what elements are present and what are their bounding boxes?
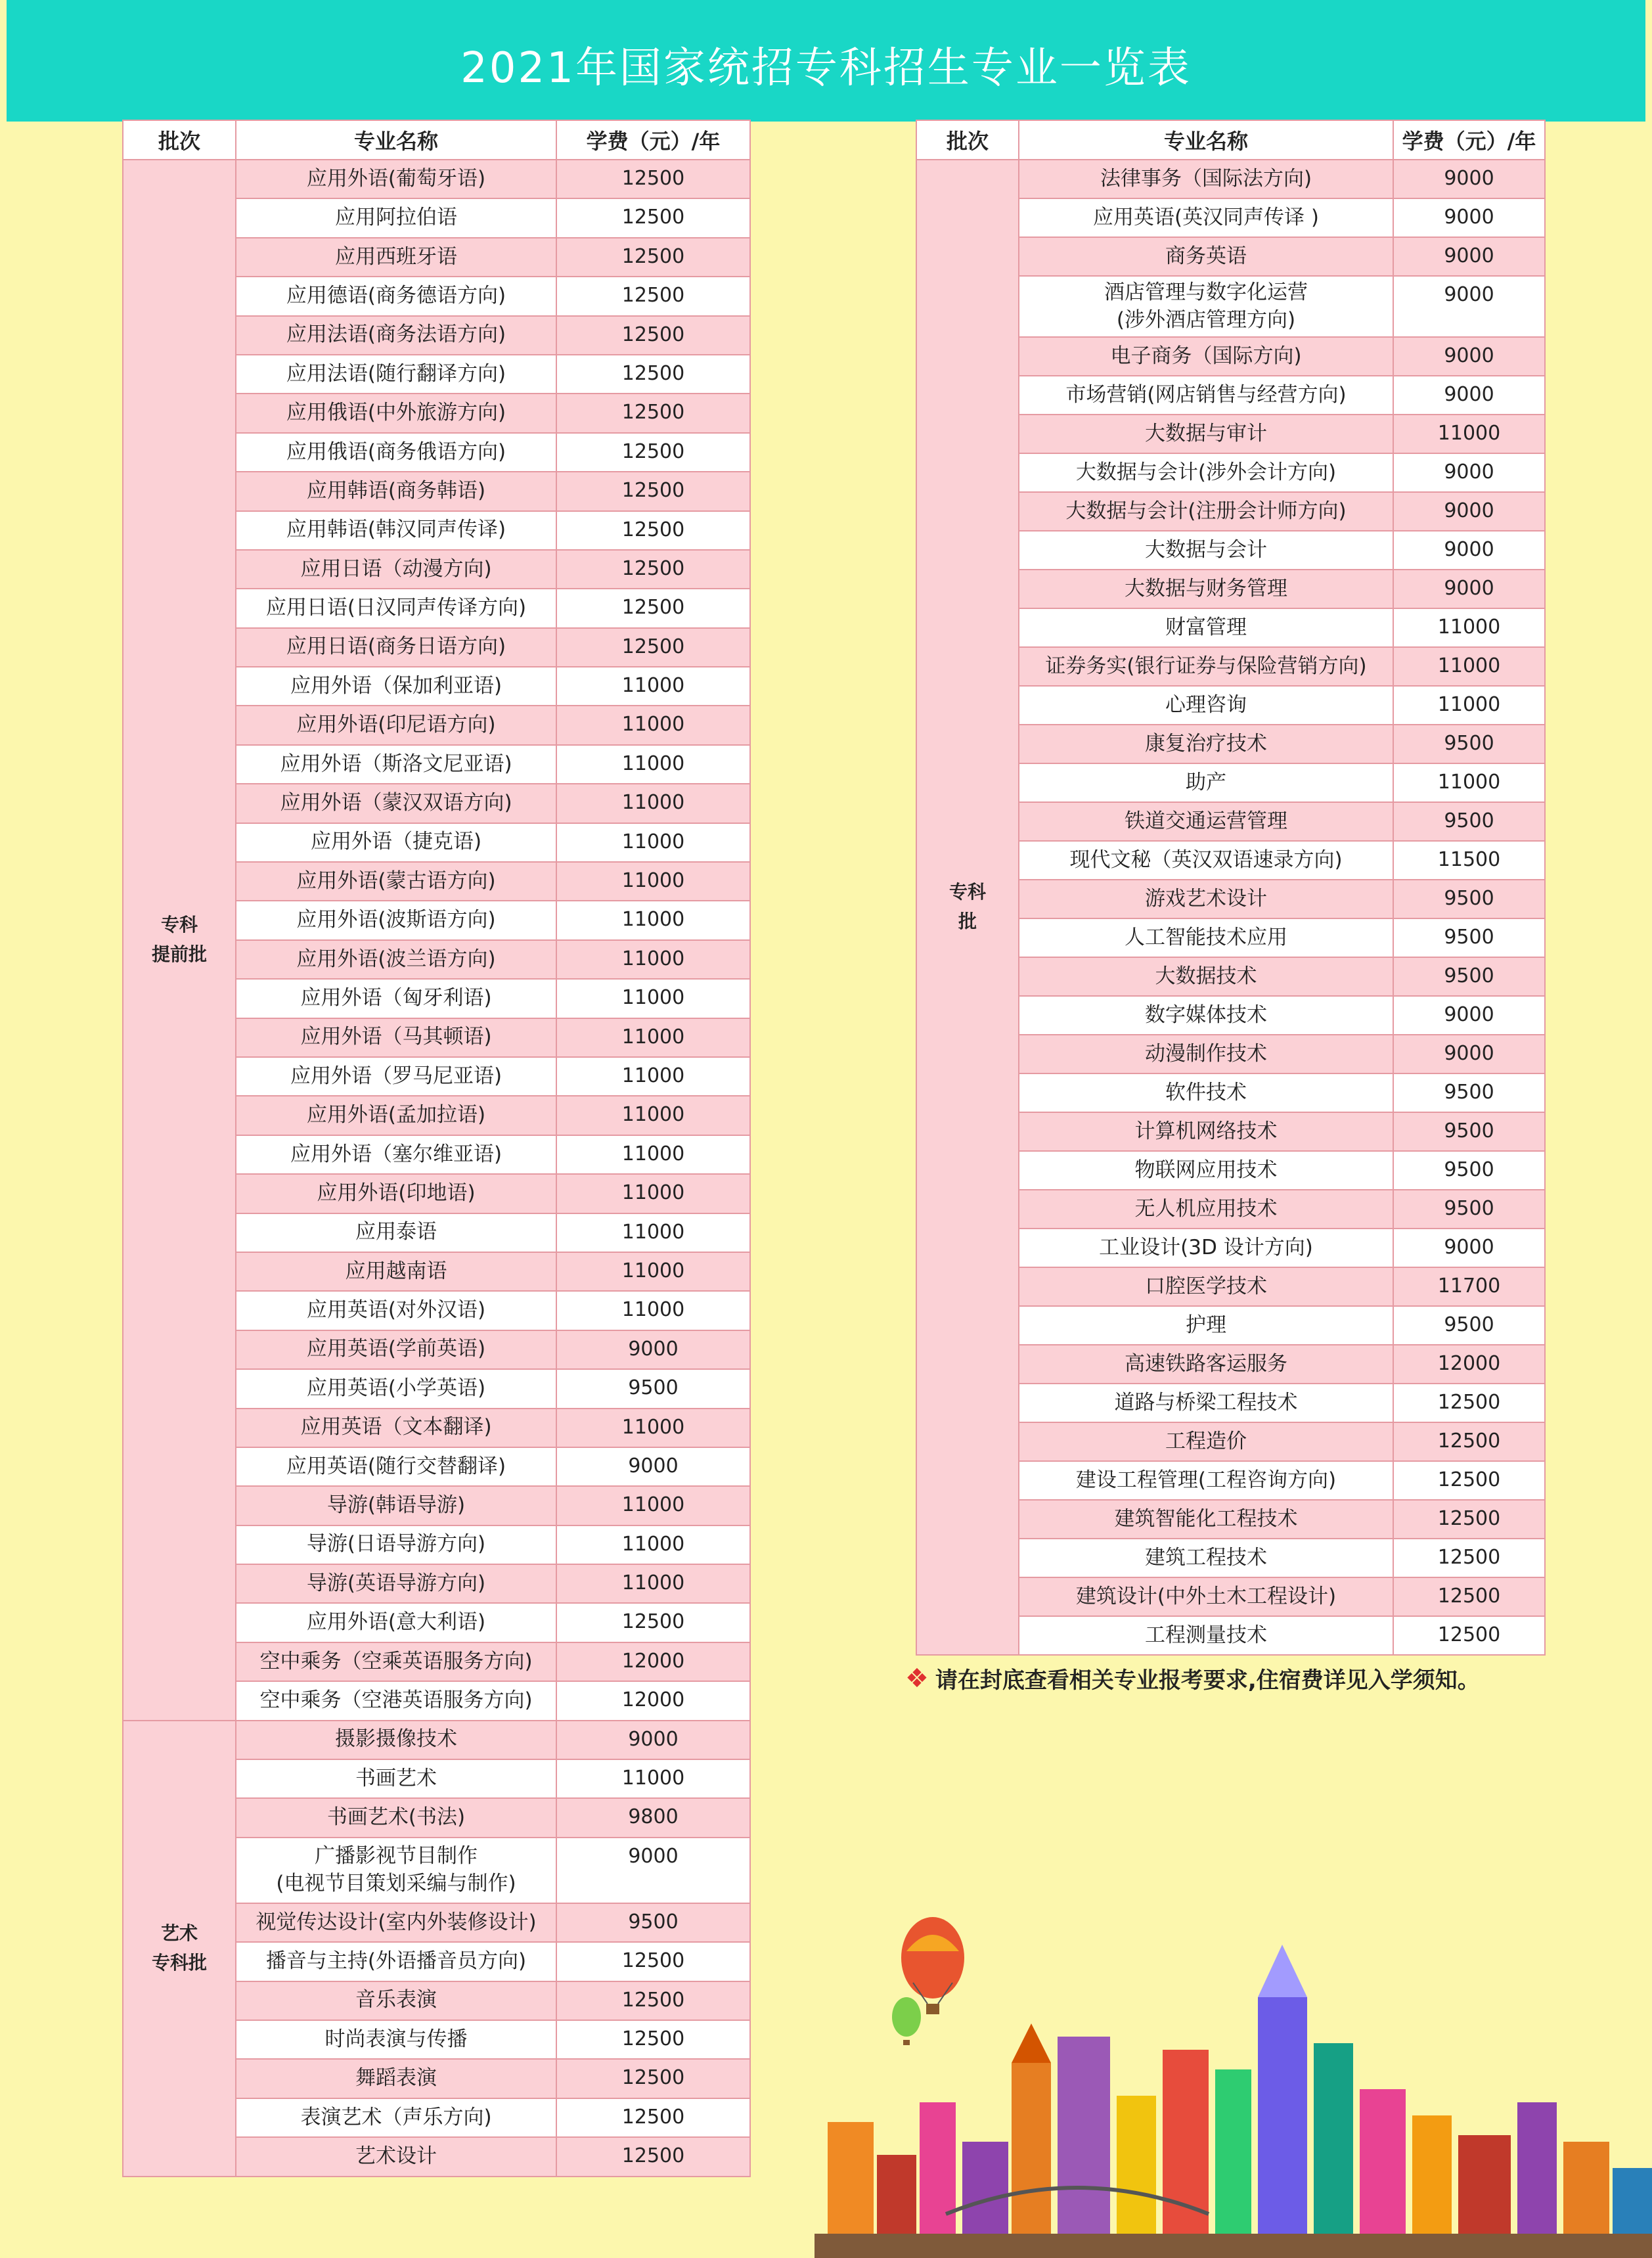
major-name-cell: 应用英语(小学英语) (236, 1369, 556, 1408)
major-name-cell: 大数据与审计 (1019, 415, 1393, 453)
tuition-cell: 11000 (556, 1174, 750, 1213)
major-name-cell: 应用外语（捷克语) (236, 823, 556, 862)
major-name-cell: 应用英语(学前英语) (236, 1330, 556, 1369)
tuition-cell: 9500 (1393, 1190, 1545, 1229)
tuition-cell: 11000 (556, 1252, 750, 1291)
major-name-cell: 应用韩语(韩汉同声传译) (236, 511, 556, 550)
major-name-cell: 现代文秘（英汉双语速录方向) (1019, 841, 1393, 880)
tuition-cell: 9000 (556, 1447, 750, 1486)
tuition-cell: 9500 (556, 1903, 750, 1942)
major-name-cell: 空中乘务（空乘英语服务方向) (236, 1642, 556, 1681)
tuition-cell: 9000 (1393, 337, 1545, 376)
major-name-cell: 表演艺术（声乐方向) (236, 2098, 556, 2137)
major-name-cell: 建筑智能化工程技术 (1019, 1500, 1393, 1539)
tuition-cell: 12500 (556, 238, 750, 277)
tuition-cell: 11000 (556, 1564, 750, 1603)
title-banner (7, 0, 1645, 122)
left-major-table (122, 120, 751, 2177)
tuition-cell: 9000 (1393, 160, 1545, 198)
major-name-cell: 音乐表演 (236, 1981, 556, 2020)
small-balloon-icon (892, 1997, 921, 2045)
major-name-cell: 导游(日语导游方向) (236, 1525, 556, 1564)
major-name-cell: 应用泰语 (236, 1213, 556, 1252)
major-name-cell: 无人机应用技术 (1019, 1190, 1393, 1229)
major-name-cell: 应用俄语(中外旅游方向) (236, 394, 556, 432)
major-name-cell: 计算机网络技术 (1019, 1112, 1393, 1151)
tuition-cell: 9000 (1393, 492, 1545, 531)
major-name-cell: 应用外语（匈牙利语) (236, 979, 556, 1018)
table-row (123, 160, 750, 198)
header-batch: 批次 (916, 120, 1019, 160)
tuition-cell: 11000 (556, 1135, 750, 1174)
major-name-cell: 应用阿拉伯语 (236, 198, 556, 237)
tuition-cell: 11000 (556, 706, 750, 744)
major-name-cell: 工程造价 (1019, 1422, 1393, 1461)
major-name-cell: 法律事务（国际法方向) (1019, 160, 1393, 198)
major-name-cell: 应用德语(商务德语方向) (236, 277, 556, 315)
batch-cell: 专科 提前批 (123, 160, 236, 1721)
tuition-cell: 12500 (1393, 1422, 1545, 1461)
tuition-cell: 11000 (1393, 608, 1545, 647)
major-name-cell: 证券务实(银行证券与保险营销方向) (1019, 647, 1393, 686)
tuition-cell: 11000 (556, 745, 750, 784)
tuition-cell: 9000 (1393, 531, 1545, 570)
tuition-cell: 11000 (556, 1486, 750, 1525)
header-major-name: 专业名称 (236, 120, 556, 160)
tuition-cell: 11000 (556, 667, 750, 706)
tuition-cell: 12500 (556, 1981, 750, 2020)
major-name-cell: 舞蹈表演 (236, 2059, 556, 2098)
tuition-cell: 12500 (556, 198, 750, 237)
tuition-cell: 11000 (1393, 647, 1545, 686)
tuition-cell: 12500 (556, 628, 750, 667)
major-name-cell: 书画艺术(书法) (236, 1798, 556, 1837)
major-name-cell: 大数据与财务管理 (1019, 570, 1393, 608)
tuition-cell: 9000 (556, 1330, 750, 1369)
tuition-cell: 9500 (1393, 1306, 1545, 1345)
tuition-cell: 11000 (556, 1213, 750, 1252)
major-name-cell: 应用法语(随行翻译方向) (236, 355, 556, 394)
tuition-cell: 12500 (556, 316, 750, 355)
major-name-cell: 应用西班牙语 (236, 238, 556, 277)
major-name-cell: 应用英语(随行交替翻译) (236, 1447, 556, 1486)
tuition-cell: 12500 (556, 1603, 750, 1642)
major-name-cell: 护理 (1019, 1306, 1393, 1345)
major-name-cell: 电子商务（国际方向) (1019, 337, 1393, 376)
major-name-cell: 应用外语（蒙汉双语方向) (236, 784, 556, 823)
tuition-cell: 12500 (556, 550, 750, 589)
major-name-cell: 应用法语(商务法语方向) (236, 316, 556, 355)
tuition-cell: 9000 (1393, 453, 1545, 492)
major-name-cell: 摄影摄像技术 (236, 1721, 556, 1759)
tuition-cell: 12000 (556, 1681, 750, 1720)
tuition-cell: 11000 (556, 1057, 750, 1096)
tuition-cell: 9000 (1393, 237, 1545, 276)
major-name-cell: 应用韩语(商务韩语) (236, 472, 556, 510)
tuition-cell: 9500 (556, 1369, 750, 1408)
header-tuition: 学费（元）/年 (556, 120, 750, 160)
tuition-cell: 12500 (556, 277, 750, 315)
tuition-cell: 12500 (1393, 1461, 1545, 1500)
major-name-cell: 艺术设计 (236, 2137, 556, 2176)
major-name-cell: 建筑设计(中外土木工程设计) (1019, 1577, 1393, 1616)
major-name-cell: 数字媒体技术 (1019, 996, 1393, 1035)
table-row (916, 160, 1545, 198)
major-name-cell: 视觉传达设计(室内外装修设计) (236, 1903, 556, 1942)
major-name-cell: 应用日语(日汉同声传译方向) (236, 589, 556, 627)
major-name-cell: 铁道交通运营管理 (1019, 802, 1393, 841)
tuition-cell: 9500 (1393, 957, 1545, 996)
major-name-cell: 应用日语(商务日语方向) (236, 628, 556, 667)
major-name-cell: 市场营销(网店销售与经营方向) (1019, 376, 1393, 415)
major-name-cell: 应用英语(对外汉语) (236, 1291, 556, 1330)
tuition-cell: 11500 (1393, 841, 1545, 880)
tuition-cell: 12500 (556, 2137, 750, 2176)
major-name-cell: 酒店管理与数字化运营 (涉外酒店管理方向) (1019, 276, 1393, 337)
header-major-name: 专业名称 (1019, 120, 1393, 160)
major-name-cell: 道路与桥梁工程技术 (1019, 1384, 1393, 1422)
tuition-cell: 9500 (1393, 1073, 1545, 1112)
major-name-cell: 应用外语（马其顿语) (236, 1018, 556, 1057)
tuition-cell: 12500 (1393, 1616, 1545, 1655)
diamond-bullet-icon: ❖ (905, 1663, 929, 1694)
header-batch: 批次 (123, 120, 236, 160)
tuition-cell: 9000 (1393, 376, 1545, 415)
tuition-cell: 11000 (556, 862, 750, 901)
tuition-cell: 9000 (1393, 570, 1545, 608)
major-name-cell: 大数据与会计(注册会计师方向) (1019, 492, 1393, 531)
tuition-cell: 11000 (1393, 763, 1545, 802)
table-row (123, 1721, 750, 1759)
batch-cell: 艺术 专科批 (123, 1721, 236, 2177)
major-name-cell: 时尚表演与传播 (236, 2020, 556, 2059)
major-name-cell: 游戏艺术设计 (1019, 880, 1393, 918)
major-name-cell: 广播影视节目制作 (电视节目策划采编与制作) (236, 1838, 556, 1903)
tuition-cell: 11000 (556, 1525, 750, 1564)
major-name-cell: 应用外语（罗马尼亚语) (236, 1057, 556, 1096)
tuition-cell: 12500 (556, 433, 750, 472)
tuition-cell: 12500 (1393, 1384, 1545, 1422)
batch-cell: 专科 批 (916, 160, 1019, 1655)
major-name-cell: 大数据与会计 (1019, 531, 1393, 570)
tuition-cell: 11000 (556, 1096, 750, 1135)
major-name-cell: 建筑工程技术 (1019, 1539, 1393, 1577)
tuition-cell: 12500 (556, 472, 750, 510)
major-name-cell: 大数据与会计(涉外会计方向) (1019, 453, 1393, 492)
tuition-cell: 12500 (556, 1942, 750, 1981)
tuition-cell: 11000 (1393, 686, 1545, 725)
major-name-cell: 大数据技术 (1019, 957, 1393, 996)
tuition-cell: 11700 (1393, 1267, 1545, 1306)
major-name-cell: 高速铁路客运服务 (1019, 1345, 1393, 1384)
tuition-cell: 12500 (556, 2059, 750, 2098)
major-name-cell: 应用外语(印尼语方向) (236, 706, 556, 744)
major-name-cell: 应用外语(波斯语方向) (236, 901, 556, 939)
major-name-cell: 应用日语（动漫方向) (236, 550, 556, 589)
tuition-cell: 12500 (556, 589, 750, 627)
major-name-cell: 导游(韩语导游) (236, 1486, 556, 1525)
major-name-cell: 人工智能技术应用 (1019, 918, 1393, 957)
tuition-cell: 11000 (556, 1409, 750, 1447)
tuition-cell: 9500 (1393, 918, 1545, 957)
major-name-cell: 应用外语(蒙古语方向) (236, 862, 556, 901)
major-name-cell: 应用外语（塞尔维亚语) (236, 1135, 556, 1174)
major-name-cell: 空中乘务（空港英语服务方向) (236, 1681, 556, 1720)
tuition-cell: 11000 (556, 940, 750, 979)
major-name-cell: 口腔医学技术 (1019, 1267, 1393, 1306)
tuition-cell: 12500 (1393, 1500, 1545, 1539)
major-name-cell: 软件技术 (1019, 1073, 1393, 1112)
tuition-cell: 11000 (556, 979, 750, 1018)
tuition-cell: 11000 (556, 901, 750, 939)
tuition-cell: 12500 (556, 160, 750, 198)
right-major-table (916, 120, 1546, 1656)
tuition-cell: 12500 (556, 355, 750, 394)
major-name-cell: 康复治疗技术 (1019, 725, 1393, 763)
tuition-cell: 9800 (556, 1798, 750, 1837)
major-name-cell: 导游(英语导游方向) (236, 1564, 556, 1603)
major-name-cell: 应用外语(意大利语) (236, 1603, 556, 1642)
header-tuition: 学费（元）/年 (1393, 120, 1545, 160)
tuition-cell: 12500 (556, 511, 750, 550)
tuition-cell: 9000 (556, 1721, 750, 1759)
tuition-cell: 12500 (556, 2098, 750, 2137)
major-name-cell: 书画艺术 (236, 1759, 556, 1798)
tuition-cell: 9500 (1393, 1112, 1545, 1151)
major-name-cell: 动漫制作技术 (1019, 1035, 1393, 1073)
major-name-cell: 应用英语(英汉同声传译 ) (1019, 198, 1393, 237)
tuition-cell: 11000 (556, 1291, 750, 1330)
tuition-cell: 9000 (1393, 276, 1545, 337)
page-title: 2021年国家统招专科招生专业一览表 (460, 43, 1192, 93)
tuition-cell: 11000 (556, 1759, 750, 1798)
tuition-cell: 12500 (556, 394, 750, 432)
major-name-cell: 商务英语 (1019, 237, 1393, 276)
tuition-cell: 12500 (556, 2020, 750, 2059)
tuition-cell: 9000 (1393, 1229, 1545, 1267)
major-name-cell: 播音与主持(外语播音员方向) (236, 1942, 556, 1981)
table-header-row (123, 120, 750, 160)
major-name-cell: 物联网应用技术 (1019, 1151, 1393, 1190)
major-name-cell: 应用越南语 (236, 1252, 556, 1291)
tuition-cell: 11000 (1393, 415, 1545, 453)
tuition-cell: 12500 (1393, 1577, 1545, 1616)
major-name-cell: 财富管理 (1019, 608, 1393, 647)
tuition-cell: 9500 (1393, 802, 1545, 841)
tuition-cell: 9500 (1393, 725, 1545, 763)
tuition-cell: 12500 (1393, 1539, 1545, 1577)
tuition-cell: 11000 (556, 823, 750, 862)
major-name-cell: 应用外语(葡萄牙语) (236, 160, 556, 198)
tuition-cell: 9500 (1393, 880, 1545, 918)
major-name-cell: 应用外语（保加利亚语) (236, 667, 556, 706)
footnote-text: 请在封底查看相关专业报考要求,住宿费详见入学须知。 (935, 1667, 1480, 1694)
tuition-cell: 9000 (556, 1838, 750, 1903)
major-name-cell: 工程测量技术 (1019, 1616, 1393, 1655)
tuition-cell: 11000 (556, 1018, 750, 1057)
tuition-cell: 9000 (1393, 996, 1545, 1035)
major-name-cell: 应用外语(孟加拉语) (236, 1096, 556, 1135)
table-header-row (916, 120, 1545, 160)
tuition-cell: 12000 (556, 1642, 750, 1681)
tuition-cell: 11000 (556, 784, 750, 823)
city-skyline-illustration (815, 1905, 1652, 2258)
major-name-cell: 应用俄语(商务俄语方向) (236, 433, 556, 472)
major-name-cell: 工业设计(3D 设计方向) (1019, 1229, 1393, 1267)
tuition-cell: 9000 (1393, 198, 1545, 237)
major-name-cell: 心理咨询 (1019, 686, 1393, 725)
tuition-cell: 12000 (1393, 1345, 1545, 1384)
major-name-cell: 应用外语(波兰语方向) (236, 940, 556, 979)
major-name-cell: 应用外语（斯洛文尼亚语) (236, 745, 556, 784)
major-name-cell: 建设工程管理(工程咨询方向) (1019, 1461, 1393, 1500)
major-name-cell: 应用英语（文本翻译) (236, 1409, 556, 1447)
tuition-cell: 9500 (1393, 1151, 1545, 1190)
major-name-cell: 应用外语(印地语) (236, 1174, 556, 1213)
tuition-cell: 9000 (1393, 1035, 1545, 1073)
major-name-cell: 助产 (1019, 763, 1393, 802)
footnote (905, 1662, 1480, 1694)
